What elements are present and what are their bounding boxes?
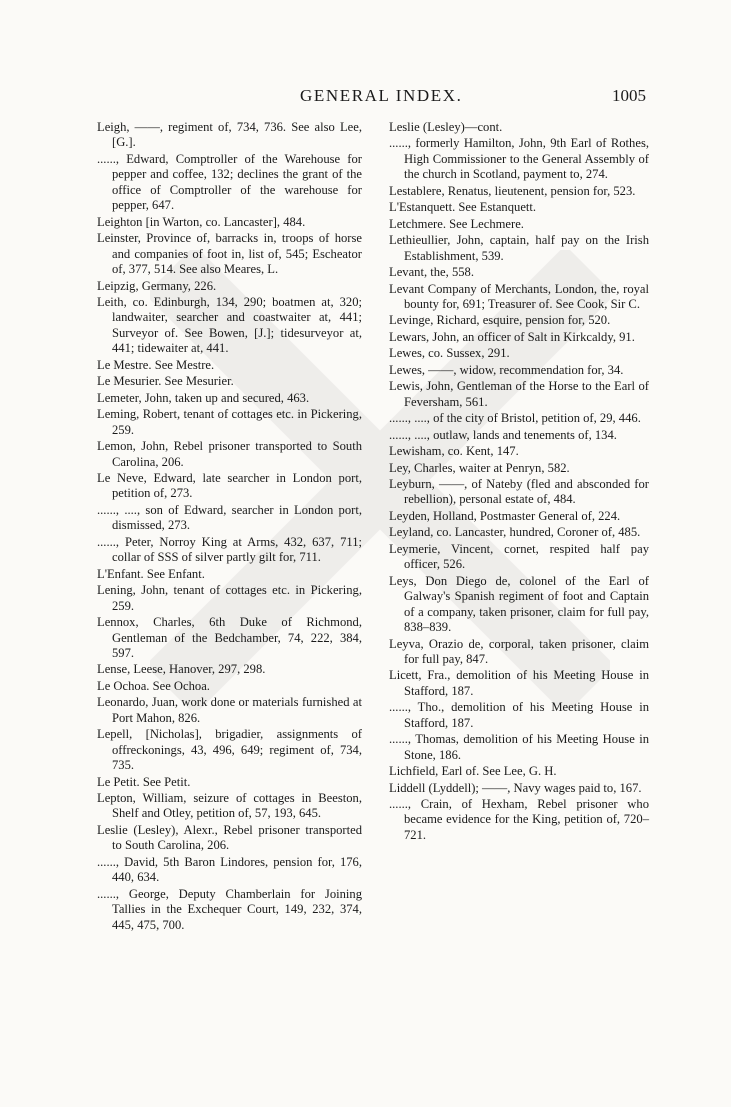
index-entry: Leslie (Lesley), Alexr., Rebel prisoner transported to South Carolina, 206. [97,822,362,853]
index-entry: Lichfield, Earl of. See Lee, G. H. [389,764,557,779]
index-entry: Leighton [in Warton, co. Lancaster], 484. [97,214,306,229]
index-entry: ......, Edward, Comptroller of the Warehouse for pepper and coffee, 132; declines the grant of the office of Comptroller of the warehouse for pepper, 647. [97,151,362,213]
left-column [97,120,362,934]
right-column [389,120,649,844]
index-entry: Lewes, co. Sussex, 291. [389,346,510,361]
index-entry: Leymerie, Vincent, cornet, respited half pay officer, 526. [389,541,649,572]
index-entry: Leipzig, Germany, 226. [97,278,217,293]
index-entry: Leys, Don Diego de, colonel of the Earl of Galway's Spanish regiment of foot and Captain of a company, taken prisoner, claim for full pay, 838–839. [389,573,649,635]
index-entry: ......, David, 5th Baron Lindores, pension for, 176, 440, 634. [97,854,362,885]
page-number: 1005 [612,86,646,105]
index-entry: Le Ochoa. See Ochoa. [97,678,210,693]
index-entry: ......, Crain, of Hexham, Rebel prisoner who became evidence for the King, petition of, 720–721. [389,797,649,842]
index-entry: Le Mestre. See Mestre. [97,357,215,372]
index-entry: Levant, the, 558. [389,265,474,280]
index-entry: ......, Peter, Norroy King at Arms, 432, 637, 711; collar of SSS of silver partly gilt for, 711. [97,534,362,565]
index-entry: ......, Thomas, demolition of his Meeting House in Stone, 186. [389,732,649,762]
index-entry: Lewisham, co. Kent, 147. [389,444,519,459]
index-entry: ......, Tho., demolition of his Meeting House in Stafford, 187. [389,700,649,730]
index-entry: Letchmere. See Lechmere. [389,216,524,231]
index-entry: Ley, Charles, waiter at Penryn, 582. [389,460,570,475]
index-entry: Levant Company of Merchants, London, the, royal bounty for, 691; Treasurer of. See Cook, Sir C. [389,281,649,311]
index-entry: Liddell (Lyddell); ——, Navy wages paid to, 167. [389,780,642,795]
index-entry: Leyland, co. Lancaster, hundred, Coroner of, 485. [389,525,641,540]
index-entry: Lense, Leese, Hanover, 297, 298. [97,662,266,677]
index-entry: Lepell, [Nicholas], brigadier, assignments of offreckonings, 43, 496, 649; regiment of, 734, 735. [97,727,362,773]
index-entry: Leyden, Holland, Postmaster General of, 224. [389,508,621,523]
index-entry: L'Enfant. See Enfant. [97,566,205,581]
index-entry: ......, George, Deputy Chamberlain for Joining Tallies in the Exchequer Court, 149, 232, 374, 445, 475, 700. [97,886,362,932]
index-entry: Lepton, William, seizure of cottages in Beeston, Shelf and Otley, petition of, 57, 193, 645. [97,791,362,821]
index-entry: Leinster, Province of, barracks in, troops of horse and companies of foot in, list of, 545; Escheator of, 377, 514. See also Meares, L. [97,231,362,277]
index-entry: Le Petit. See Petit. [97,774,191,789]
index-entry: Lemeter, John, taken up and secured, 463. [97,390,310,405]
index-entry: Le Neve, Edward, late searcher in London port, petition of, 273. [97,470,362,501]
index-entry: Lennox, Charles, 6th Duke of Richmond, Gentleman of the Bedchamber, 74, 222, 384, 597. [97,615,362,660]
index-entry: Leming, Robert, tenant of cottages etc. in Pickering, 259. [97,407,362,437]
index-entry: Leslie (Lesley)—cont. [389,120,503,134]
index-entry: ......, ...., outlaw, lands and tenements of, 134. [389,427,617,442]
index-entry: Licett, Fra., demolition of his Meeting House in Stafford, 187. [389,668,649,698]
page-header [0,86,731,110]
index-entry: ......, ...., son of Edward, searcher in London port, dismissed, 273. [97,502,362,533]
index-entry: Lestablere, Renatus, lieutenent, pension for, 523. [389,183,636,198]
index-entry: Lemon, John, Rebel prisoner transported to South Carolina, 206. [97,439,362,469]
index-entry: Lening, John, tenant of cottages etc. in Pickering, 259. [97,583,362,613]
index-entry: Lewis, John, Gentleman of the Horse to the Earl of Feversham, 561. [389,379,649,409]
index-entry: ......, ...., of the city of Bristol, petition of, 29, 446. [389,411,641,426]
running-title: GENERAL INDEX. [300,86,463,105]
index-entry: Leigh, ——, regiment of, 734, 736. See also Lee, [G.]. [97,120,362,150]
index-entry: Leyva, Orazio de, corporal, taken prisoner, claim for full pay, 847. [389,636,649,666]
index-entry: L'Estanquett. See Estanquett. [389,200,537,215]
index-entry: ......, formerly Hamilton, John, 9th Earl of Rothes, High Commissioner to the General Assembly of the church in Scotland, payment to, 274. [389,136,649,182]
index-entry: Le Mesurier. See Mesurier. [97,374,234,389]
index-entry: Levinge, Richard, esquire, pension for, 520. [389,313,611,328]
index-entry: Lewes, ——, widow, recommendation for, 34. [389,362,624,377]
index-entry: Lewars, John, an officer of Salt in Kirkcaldy, 91. [389,329,635,344]
index-entry: Leith, co. Edinburgh, 134, 290; boatmen at, 320; landwaiter, searcher and coastwaiter at, 441; Surveyor of. See Bowen, [J.]; tidesurveyor at, 441; tidewaiter at, 441. [97,294,362,356]
index-entry: Lethieullier, John, captain, half pay on the Irish Establishment, 539. [389,233,649,263]
index-entry: Leyburn, ——, of Nateby (fled and absconded for rebellion), personal estate of, 484. [389,476,649,507]
index-entry: Leonardo, Juan, work done or materials furnished at Port Mahon, 826. [97,695,362,725]
